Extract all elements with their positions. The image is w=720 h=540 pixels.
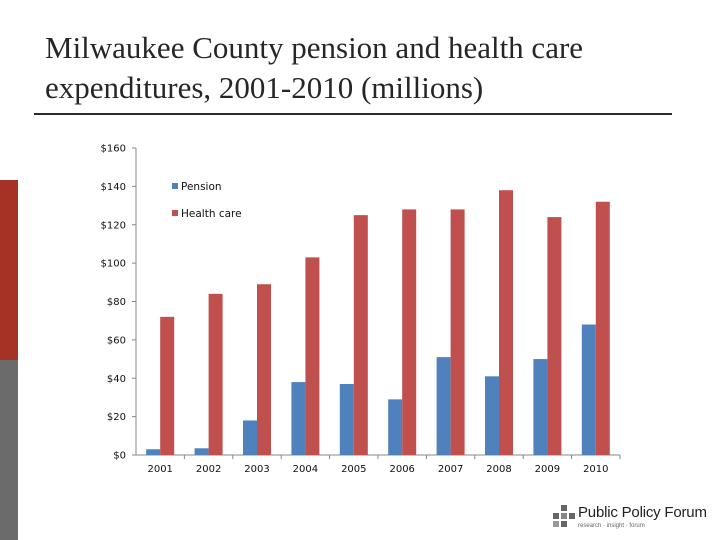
- pension-bar-2009: [533, 359, 547, 455]
- y-tick-label: $0: [113, 450, 126, 462]
- pension-bar-2007: [437, 357, 451, 455]
- pension-bar-2006: [388, 399, 402, 455]
- x-tick-label: 2003: [244, 464, 270, 475]
- y-tick-label: $60: [106, 335, 126, 347]
- y-tick-label: $80: [106, 297, 126, 308]
- health-care-bar-2005: [354, 215, 368, 455]
- y-axis: [101, 144, 136, 462]
- x-tick-label: 2004: [292, 464, 319, 475]
- x-axis: [136, 455, 620, 475]
- y-tick-label: $100: [100, 258, 126, 270]
- health-care-bar-2007: [451, 209, 465, 455]
- x-tick-label: 2010: [583, 464, 609, 475]
- x-tick-label: 2001: [147, 464, 173, 475]
- y-tick-label: $20: [106, 412, 126, 424]
- pension-bar-2001: [146, 449, 160, 455]
- pension-bar-2005: [340, 384, 354, 455]
- y-tick-label: $140: [100, 181, 126, 193]
- health-care-bar-2003: [257, 284, 271, 455]
- x-tick-label: 2009: [534, 464, 561, 475]
- x-tick-label: 2008: [486, 464, 512, 475]
- y-tick-label: $40: [106, 373, 126, 385]
- y-tick-label: $160: [100, 143, 126, 155]
- pension-bar-2008: [485, 376, 499, 455]
- x-tick-label: 2006: [389, 464, 415, 475]
- health-care-bar-2004: [305, 257, 319, 455]
- pension-bar-2002: [195, 448, 209, 455]
- health-care-bar-2009: [547, 217, 561, 455]
- slide-title: Milwaukee County pension and health care expenditures, 2001-2010 (millions): [45, 30, 584, 105]
- health-care-bar-2001: [160, 317, 174, 455]
- pension-bar-2003: [243, 420, 257, 455]
- x-tick-label: 2005: [341, 464, 367, 475]
- health-care-bar-2002: [209, 294, 223, 455]
- bars: [146, 190, 610, 455]
- x-tick-label: 2007: [437, 464, 464, 475]
- pension-bar-2004: [291, 382, 305, 455]
- legend: [172, 181, 242, 220]
- public-policy-forum-logo-icon: [553, 505, 575, 527]
- legend-label: Pension: [181, 181, 222, 193]
- health-care-bar-2006: [402, 209, 416, 455]
- legend-swatch: [172, 183, 178, 189]
- logo-text: Public Policy Forum: [578, 504, 707, 521]
- health-care-bar-2008: [499, 190, 513, 455]
- logo-tagline: research · insight · forum: [578, 523, 645, 529]
- legend-swatch: [172, 210, 178, 216]
- health-care-bar-2010: [596, 202, 610, 455]
- public-policy-forum-logo: [553, 503, 713, 535]
- y-tick-label: $120: [100, 220, 126, 232]
- legend-label: Health care: [181, 208, 242, 220]
- pension-bar-2010: [582, 325, 596, 455]
- x-tick-label: 2002: [195, 464, 222, 475]
